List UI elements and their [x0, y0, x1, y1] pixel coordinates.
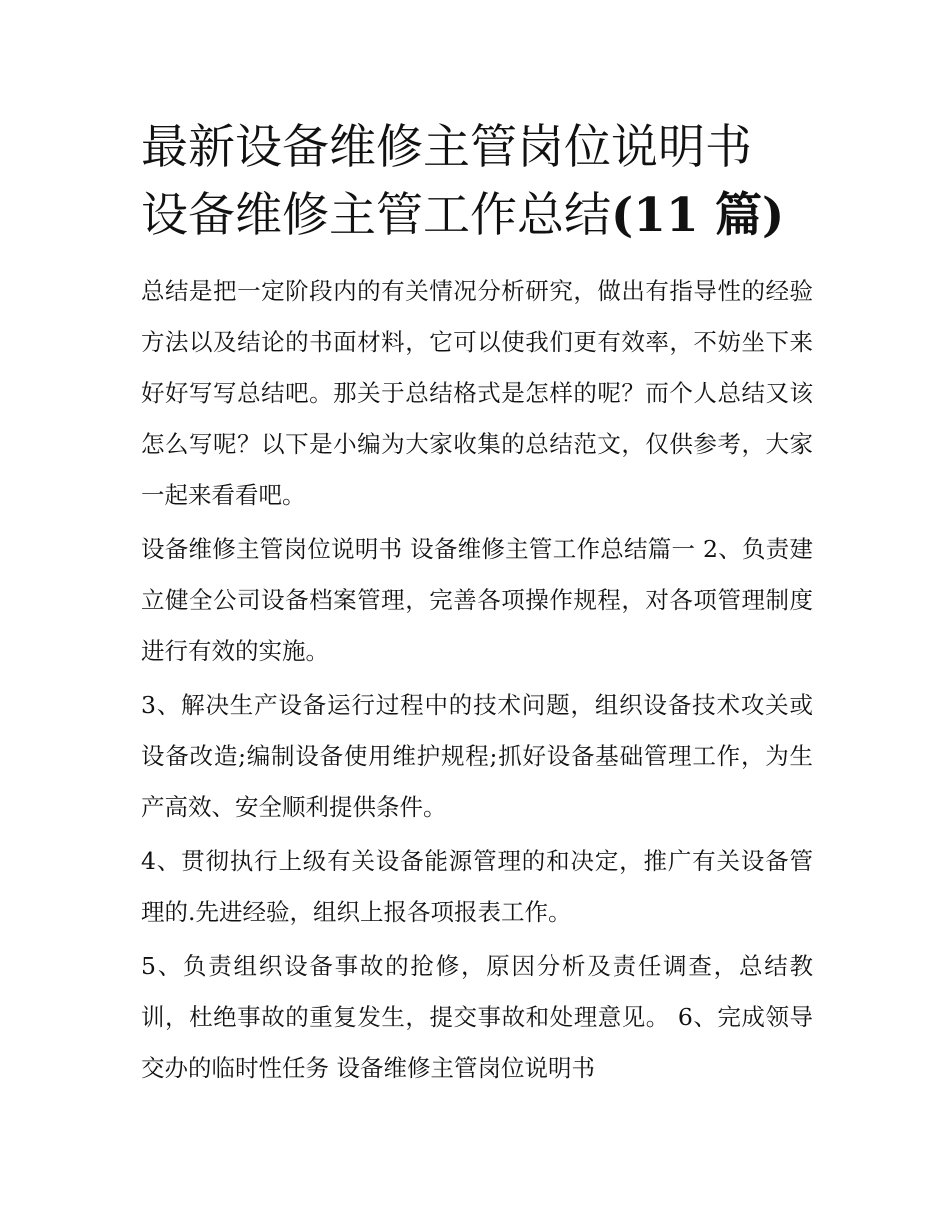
paragraph-duty-5-6: 5、负责组织设备事故的抢修，原因分析及责任调查，总结教训，杜绝事故的重复发生，提交事故和处理意见。 6、完成领导交办的临时性任务 设备维修主管岗位说明书: [141, 952, 813, 1082]
paragraph-duty-4: 4、贯彻执行上级有关设备能源管理的和决定，推广有关设备管理的.先进经验，组织上报各项报表工作。: [141, 847, 813, 926]
paragraph-duty-3: 3、解决生产设备运行过程中的技术问题，组织设备技术攻关或设备改造;编制设备使用维护规程;抓好设备基础管理工作，为生产高效、安全顺利提供条件。: [141, 691, 813, 821]
document-body: [141, 114, 813, 1097]
title-line-2: [141, 182, 813, 250]
title-line-2-main: 设备维修主管工作总结: [141, 188, 611, 243]
document-title: [141, 114, 813, 250]
title-line-1: 最新设备维修主管岗位说明书: [141, 120, 752, 175]
paragraph-intro: 总结是把一定阶段内的有关情况分析研究，做出有指导性的经验方法以及结论的书面材料，它可以使我们更有效率，不妨坐下来好好写写总结吧。那关于总结格式是怎样的呢？而个人总结又该怎么写呢？以下是小编为大家收集的总结范文，仅供参考，大家一起来看看吧。: [141, 277, 813, 509]
title-line-2-suffix: (11 篇): [611, 188, 785, 243]
paragraph-duty-2: 设备维修主管岗位说明书 设备维修主管工作总结篇一 2、负责建立健全公司设备档案管理，完善各项操作规程，对各项管理制度进行有效的实施。: [141, 535, 813, 665]
